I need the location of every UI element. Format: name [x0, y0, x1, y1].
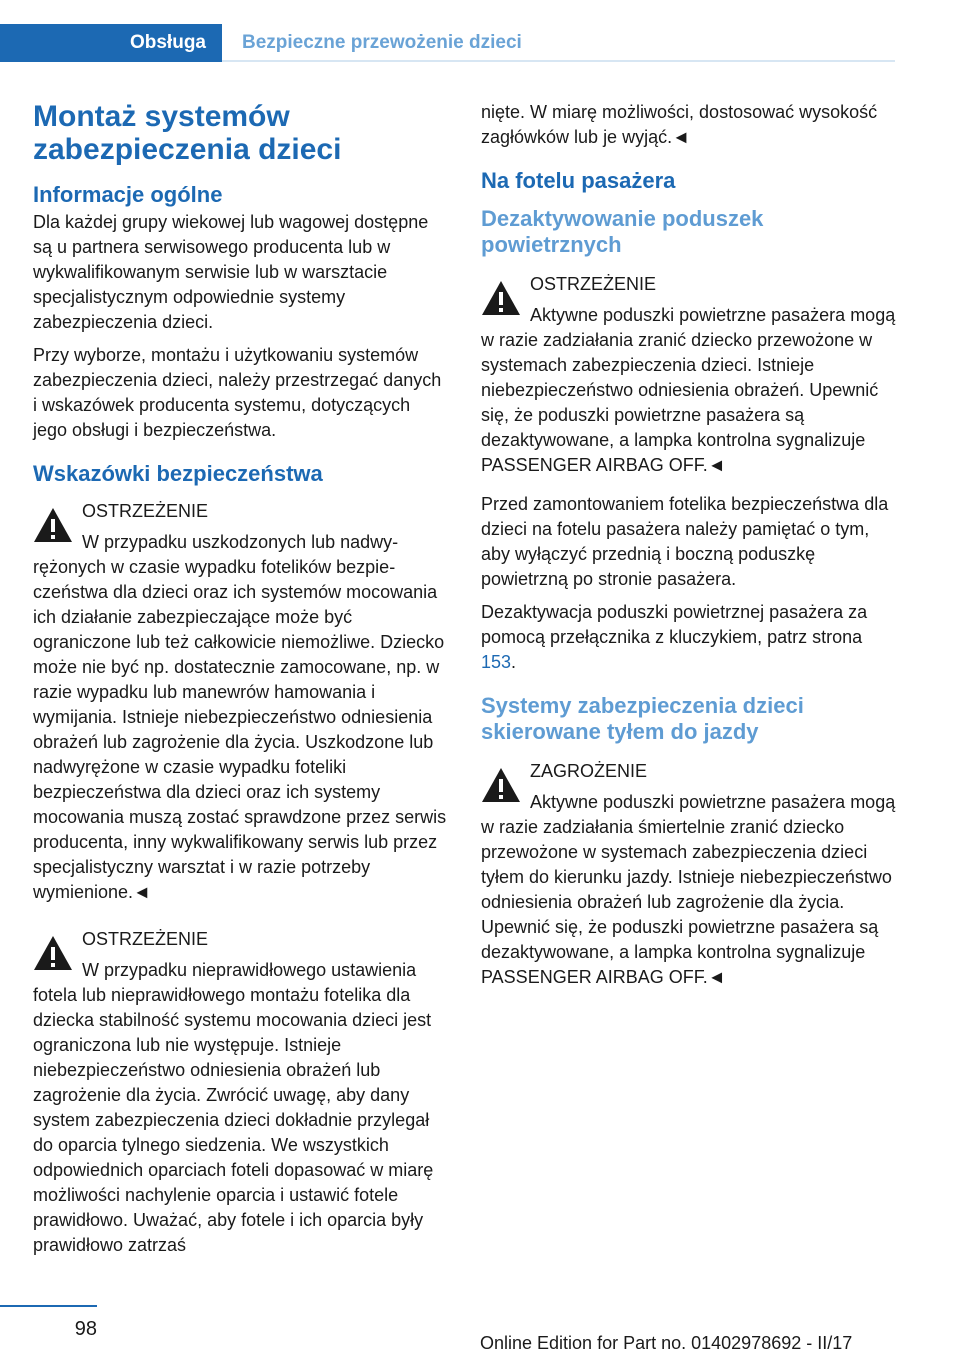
warning-text — [481, 790, 896, 990]
warning-block-3 — [481, 272, 896, 478]
warning-block-2 — [33, 927, 448, 1258]
footer-rule — [0, 1305, 97, 1307]
page-link-153[interactable]: 153 — [481, 652, 512, 672]
paragraph-general-2: Przy wyborze, montażu i użytkowaniu systemów zabezpieczenia dzieci, należy przestrzegać danych i wskazówek producenta systemu, dotyczących jego obsługi i bezpieczeństwa. — [33, 345, 442, 440]
tab-divider — [222, 60, 895, 62]
warning-triangle-icon — [33, 507, 73, 543]
header-tabs — [0, 24, 895, 62]
danger-label: ZAGROŻENIE — [530, 761, 648, 781]
warning-text-rest: nia fotela lub nieprawidłowego montażu fotelika dla dziecka stabilność systemu mocowania dzieci jest ograniczona lub nie występuje. Istnieje niebezpieczeństwo odniesienia obrażeń lub zagrożenie dla życia. Zwrócić uwagę, aby dany system zabezpieczenia dzieci dokładnie przylegał do oparcia tylnego siedzenia. We wszystkich odpowiednich oparciach foteli dopasować w miarę możliwości nachylenie oparcia i ustawić fotele prawidłowo. Uważać, aby fotele i ich oparcia były prawidłowo zatrzaś — [33, 960, 434, 1255]
warning-triangle-icon — [481, 280, 521, 316]
warning-block-4 — [481, 759, 896, 990]
edition-note: Online Edition for Part no. 01402978692 - II/17 — [480, 1333, 853, 1353]
warning-block-1 — [33, 499, 448, 905]
warning-text — [33, 530, 448, 905]
paragraph-general-1: Dla każdej grupy wiekowej lub wagowej dostępne są u partnera serwisowego producenta lub w wykwalifikowanym serwisie lub w warsztacie specjalistycznym odpowiednie systemy zabezpieczenia dzieci. — [33, 212, 429, 332]
tab-bezpieczne-przewozenie[interactable]: Bezpieczne przewożenie dzieci — [242, 32, 522, 53]
warning-triangle-icon — [481, 767, 521, 803]
tab-obsluga[interactable]: Obsługa — [0, 24, 222, 62]
warning-text — [33, 958, 448, 1258]
paragraph-before-mounting: Przed zamontowaniem fotelika bezpieczeństwa dla dzieci na fotelu pasażera należy pamiętać o tym, aby wyłączyć przednią i boczną poduszkę powietrzną po stronie pasażera. — [481, 494, 889, 589]
page-number: 98 — [74, 1318, 97, 1340]
warning-text-rest: rężonych w czasie wypadku fotelików bezpieczeństwa dla dzieci oraz ich systemów mocowania ich działanie zabezpieczające może być ograniczone lub też całkowicie niemożliwe. Dziecko może nie być np. dostatecznie zamocowane, np. w razie wypadku lub manewrów hamowania i wymijania. Istnieje niebezpieczeństwo odniesienia obrażeń lub zagrożenie dla życia. Uszkodzone lub nadwyrężone w czasie wypadku foteliki bezpieczeństwa dla dzieci oraz ich systemy mocowania muszą zostać sprawdzone przez serwis producenta, inny wykwalifikowany serwis lub przez specjalistyczny warsztat i w razie potrzeby wymienione.◄ — [33, 557, 447, 902]
warning-text — [481, 303, 896, 478]
paragraph-key-switch-end: . — [511, 652, 517, 672]
section-heading-passenger-seat: Na fotelu pasażera — [481, 168, 676, 193]
left-column — [33, 100, 448, 1272]
warning-text-first-line: W przypadku uszkodzonych lub nadwy — [82, 532, 399, 552]
subsection-heading-rear-facing: Systemy zabezpieczenia dzieci skierowane tyłem do jazdy — [481, 693, 804, 744]
section-heading-safety: Wskazówki bezpieczeństwa — [33, 461, 323, 486]
warning-triangle-icon — [33, 935, 73, 971]
warning-text-first-line: Aktywne poduszki powietrzne pasażera — [530, 792, 846, 812]
right-column — [481, 100, 896, 1004]
warning-text-rest: mogą w razie zadziałania śmiertelnie zranić dziecko przewożone w systemach zabezpieczenia dzieci tyłem do kierunku jazdy. Istnieje niebezpieczeństwo odniesienia obrażeń lub zagrożenie dla życia. Upewnić się, że poduszki powietrzne pasażera są dezaktywowane, a lampka kontrolna sygnalizuje PASSENGER AIRBAG OFF.◄ — [481, 792, 896, 987]
section-heading-general: Informacje ogólne — [33, 182, 223, 207]
warning-text-rest: mogą w razie zadziałania zranić dziecko przewożone w systemach zabezpieczenia dzieci. Istnieje niebezpieczeństwo odniesienia obrażeń. Upewnić się, że poduszki powietrzne pasażera są dezaktywowane, a lampka kontrolna sygnalizuje PASSENGER AIRBAG OFF.◄ — [481, 305, 896, 475]
paragraph-continuation: nięte. W miarę możliwości, dostosować wysokość zagłówków lub je wyjąć.◄ — [481, 102, 878, 147]
page-title: Montaż systemów zabezpieczenia dzieci — [33, 100, 342, 166]
paragraph-key-switch-text: Dezaktywacja poduszki powietrznej pasażera za pomocą przełącznika z kluczykiem, patrz strona — [481, 602, 868, 647]
paragraph-key-switch — [481, 600, 896, 675]
subsection-heading-deactivate-airbags: Dezaktywowanie poduszek powietrznych — [481, 206, 764, 257]
warning-text-first-line: Aktywne poduszki powietrzne pasażera — [530, 305, 846, 325]
warning-text-first-line: W przypadku nieprawidłowego ustawie — [82, 960, 393, 980]
warning-label: OSTRZEŻENIE — [82, 929, 209, 949]
warning-label: OSTRZEŻENIE — [82, 501, 209, 521]
warning-label: OSTRZEŻENIE — [530, 274, 657, 294]
